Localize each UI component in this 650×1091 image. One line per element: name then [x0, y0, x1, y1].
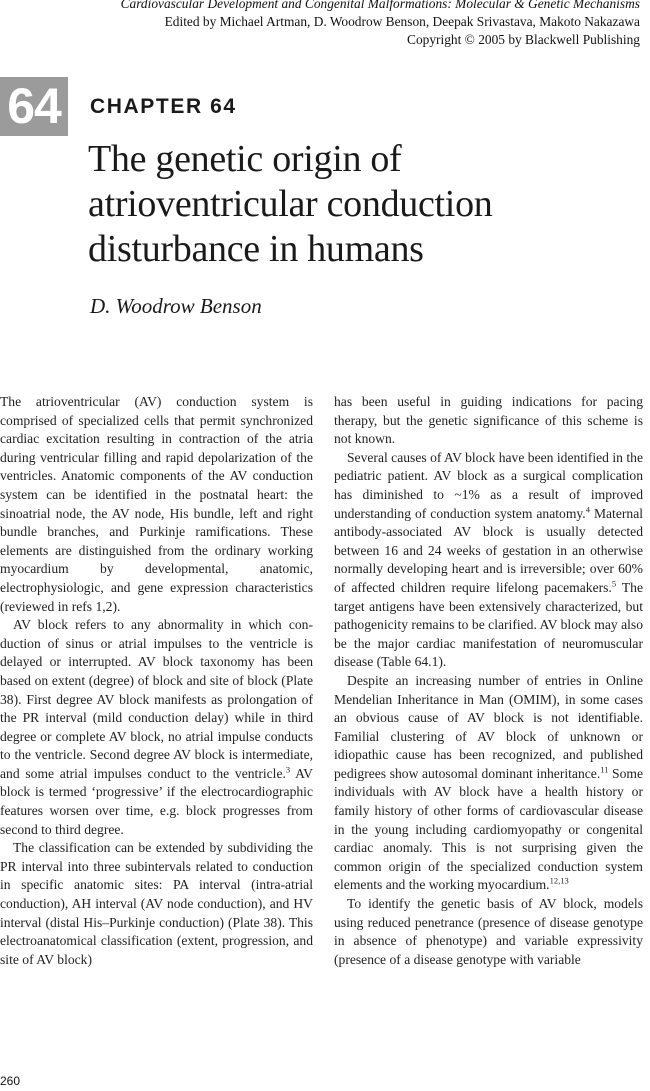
reference-superscript: 11	[600, 764, 609, 775]
reference-superscript: 4	[585, 504, 590, 515]
reference-superscript: 5	[611, 578, 617, 589]
right-column	[334, 393, 643, 969]
chapter-title	[88, 137, 628, 272]
paragraph: has been useful in guiding indications for pacing therapy, but the genetic significance of this scheme is not known.	[334, 394, 643, 447]
reference-superscript: 3	[285, 764, 291, 775]
paragraph: The classification can be extended by subdividing the PR interval into three subintervals related to conduction in specific anatomic sites: PA interval (intra-atrial conduction), AH interval (AV node conduction), and HV interval (distal His–Purkinje conduction) (Plate 38). This electroanatomical classification (extent, progression, and site of AV block)	[0, 840, 313, 967]
text-run: Maternal antibody-associated AV block is usually detected between 16 and 24 weeks of gestation in an otherwise normally developing heart and is irreversible; over 60% of affected children require lifelong pacemakers.	[334, 505, 644, 595]
copyright-line: Copyright © 2005 by Blackwell Publishing	[407, 32, 640, 47]
chapter-title-line: The genetic origin of	[88, 138, 402, 180]
text-run: Some individuals with AV block have a health history or family history of other forms of cardiovascular disease in the young including cardiomyopathy or congenital cardiac anomaly. This is not surprising given the common origin of the specialized conduction system elements and the working myocardium.	[334, 765, 643, 893]
paragraph	[0, 616, 313, 839]
chapter-label: CHAPTER 64	[90, 95, 237, 118]
reference-superscript: 12,13	[549, 875, 569, 886]
text-run: AV block is termed ‘progressive’ if the electrocardiographic features worsen over time, e.g. block progresses from second to third degree.	[0, 765, 313, 837]
paragraph	[334, 449, 643, 672]
book-title: Cardiovascular Development and Congenital Malformations: Molecular & Genetic Mechanisms	[120, 0, 640, 11]
left-column	[0, 393, 313, 969]
paragraph: The atrioventricular (AV) conduction system is comprised of specialized cells that permit synchronized cardiac excitation resulting in contraction of the atria during ventricular filling and rapid depolarization of the ventricles. Anatomic components of the AV conduction system can be identified in the postnatal heart: the sinoatrial node, the AV node, His bundle, left and right bundle branches, and Purkinje ramifications. These elements are distinguished from the ordinary working myocardium by developmental, anatomic, electrophysiologic, and gene expression characteristics (reviewed in refs 1,2).	[0, 394, 313, 614]
paragraph	[334, 672, 643, 895]
editors-line: Edited by Michael Artman, D. Woodrow Benson, Deepak Srivastava, Makoto Nakazawa	[164, 14, 640, 29]
paragraph: To identify the genetic basis of AV block, models using reduced penetrance (presence of disease genotype in absence of phenotype) and variable expressivity (presence of a disease genotype with variable	[334, 896, 643, 967]
chapter-title-line: disturbance in humans	[88, 228, 424, 270]
page-number: 260	[0, 1074, 21, 1088]
author-name: D. Woodrow Benson	[90, 294, 262, 318]
chapter-title-line: atrioventricular conduction	[88, 183, 493, 225]
text-run: Despite an increasing number of entries in Online Mendelian Inheritance in Man (OMIM), in some cases an obvious cause of AV block is not identifiable. Familial clustering of AV block of unknown or idiopathic cause has been recognized, and published pedigrees show autosomal dominant inheritance.	[334, 672, 643, 781]
text-run: The target antigens have been extensively characterized, but pathogenicity remains to be clarified. AV block may also be the major cardiac manifestation of neuromuscular disease (Table 64.1).	[334, 579, 643, 670]
text-run: AV block refers to any abnormality in which conduction of sinus or atrial impulses to the ventricle is delayed or interrupted. AV block taxonomy has been based on extent (degree) of block and site of block (Plate 38). First degree AV block manifests as prolongation of the PR interval (mild conduction delay) while in third degree or complete AV block, no atrial impulse conducts to the ventricle. Second degree AV block is intermediate, and some atrial impulses conduct to the ventricle.	[0, 617, 313, 781]
text-run: Several causes of AV block have been identified in the pediatric patient. AV block as a surgical complication has diminished to ~1% as a result of improved understanding of conduction system anatomy.	[334, 449, 643, 521]
chapter-number-box: 64	[0, 77, 68, 136]
